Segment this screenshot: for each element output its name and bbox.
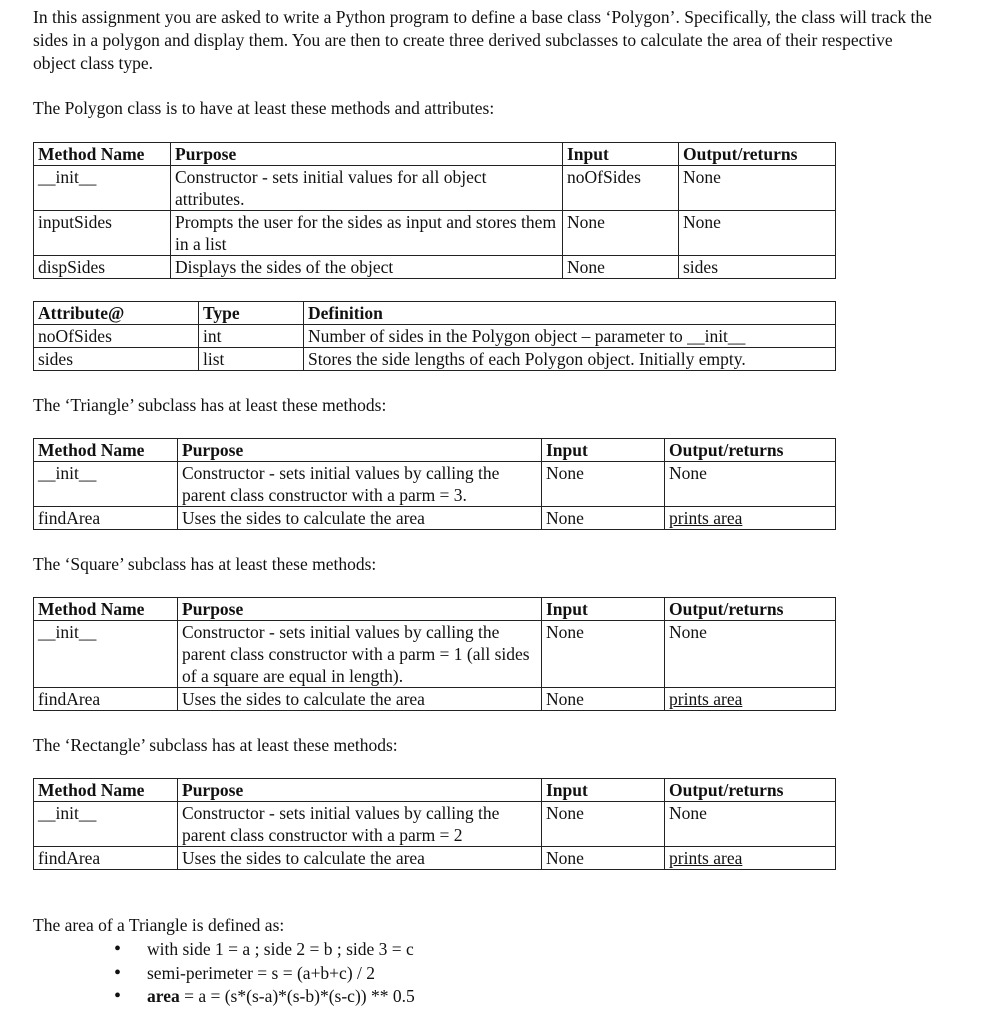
header-attribute: Attribute@ xyxy=(34,302,199,325)
header-output: Output/returns xyxy=(665,779,836,802)
output-cell: prints area xyxy=(665,688,836,711)
table-header-row xyxy=(34,302,836,325)
rectangle-methods-table xyxy=(33,778,836,870)
input-cell: None xyxy=(542,847,665,870)
header-purpose: Purpose xyxy=(178,439,542,462)
method-name-cell: findArea xyxy=(34,507,178,530)
table-header-row xyxy=(34,779,836,802)
output-cell: None xyxy=(679,166,836,211)
input-cell: None xyxy=(542,688,665,711)
table-row xyxy=(34,507,836,530)
table-row xyxy=(34,325,836,348)
header-input: Input xyxy=(542,598,665,621)
input-cell: noOfSides xyxy=(563,166,679,211)
table-row xyxy=(34,348,836,371)
table-row xyxy=(34,847,836,870)
table-row xyxy=(34,166,836,211)
header-input: Input xyxy=(542,439,665,462)
polygon-methods-table xyxy=(33,142,836,279)
header-method-name: Method Name xyxy=(34,779,178,802)
table-row xyxy=(34,256,836,279)
area-bullet-list xyxy=(110,938,415,1009)
purpose-cell: Constructor - sets initial values by calling the parent class constructor with a parm = 2 xyxy=(178,802,542,847)
table-header-row xyxy=(34,143,836,166)
header-input: Input xyxy=(542,779,665,802)
attribute-name-cell: sides xyxy=(34,348,199,371)
method-name-cell: findArea xyxy=(34,688,178,711)
triangle-heading: The ‘Triangle’ subclass has at least these methods: xyxy=(33,395,387,415)
method-name-cell: __init__ xyxy=(34,166,171,211)
square-heading: The ‘Square’ subclass has at least these methods: xyxy=(33,554,377,574)
header-type: Type xyxy=(199,302,304,325)
input-cell: None xyxy=(542,802,665,847)
method-name-cell: dispSides xyxy=(34,256,171,279)
purpose-cell: Displays the sides of the object xyxy=(171,256,563,279)
rectangle-heading: The ‘Rectangle’ subclass has at least these methods: xyxy=(33,735,398,755)
list-item: • semi-perimeter = s = (a+b+c) / 2 xyxy=(110,962,415,986)
header-input: Input xyxy=(563,143,679,166)
attribute-definition-cell: Stores the side lengths of each Polygon object. Initially empty. xyxy=(304,348,836,371)
header-method-name: Method Name xyxy=(34,439,178,462)
purpose-cell: Uses the sides to calculate the area xyxy=(178,507,542,530)
table-header-row xyxy=(34,598,836,621)
list-item: • with side 1 = a ; side 2 = b ; side 3 = c xyxy=(110,938,415,962)
purpose-cell: Uses the sides to calculate the area xyxy=(178,847,542,870)
output-cell: None xyxy=(679,211,836,256)
area-heading: The area of a Triangle is defined as: xyxy=(33,915,285,935)
output-cell: prints area xyxy=(665,847,836,870)
header-purpose: Purpose xyxy=(178,598,542,621)
output-cell: None xyxy=(665,621,836,688)
intro-paragraph: In this assignment you are asked to write a Python program to define a base class ‘Polygon’. Specifically, the class will track the sides in a polygon and display them. You are then to create three derived subclasses to calculate the area of their respective object class type. xyxy=(33,7,932,73)
output-cell: None xyxy=(665,802,836,847)
output-cell: sides xyxy=(679,256,836,279)
input-cell: None xyxy=(563,211,679,256)
list-item xyxy=(110,985,415,1009)
input-cell: None xyxy=(542,621,665,688)
attribute-type-cell: list xyxy=(199,348,304,371)
header-definition: Definition xyxy=(304,302,836,325)
polygon-attributes-table xyxy=(33,301,836,371)
method-name-cell: inputSides xyxy=(34,211,171,256)
input-cell: None xyxy=(542,507,665,530)
polygon-heading: The Polygon class is to have at least these methods and attributes: xyxy=(33,98,495,118)
purpose-cell: Constructor - sets initial values by calling the parent class constructor with a parm = 3. xyxy=(178,462,542,507)
table-row xyxy=(34,211,836,256)
header-output: Output/returns xyxy=(665,439,836,462)
triangle-methods-table xyxy=(33,438,836,530)
attribute-type-cell: int xyxy=(199,325,304,348)
area-formula-label: area xyxy=(147,986,180,1006)
method-name-cell: __init__ xyxy=(34,462,178,507)
header-method-name: Method Name xyxy=(34,598,178,621)
output-cell: prints area xyxy=(665,507,836,530)
purpose-cell: Uses the sides to calculate the area xyxy=(178,688,542,711)
method-name-cell: __init__ xyxy=(34,621,178,688)
purpose-cell: Constructor - sets initial values for all object attributes. xyxy=(171,166,563,211)
table-header-row xyxy=(34,439,836,462)
header-output: Output/returns xyxy=(665,598,836,621)
table-row xyxy=(34,802,836,847)
input-cell: None xyxy=(542,462,665,507)
area-formula-text: = a = (s*(s-a)*(s-b)*(s-c)) ** 0.5 xyxy=(179,986,415,1006)
output-cell: None xyxy=(665,462,836,507)
table-row xyxy=(34,462,836,507)
header-purpose: Purpose xyxy=(171,143,563,166)
attribute-definition-cell: Number of sides in the Polygon object – parameter to __init__ xyxy=(304,325,836,348)
method-name-cell: findArea xyxy=(34,847,178,870)
input-cell: None xyxy=(563,256,679,279)
header-output: Output/returns xyxy=(679,143,836,166)
attribute-name-cell: noOfSides xyxy=(34,325,199,348)
header-method-name: Method Name xyxy=(34,143,171,166)
purpose-cell: Prompts the user for the sides as input and stores them in a list xyxy=(171,211,563,256)
method-name-cell: __init__ xyxy=(34,802,178,847)
table-row xyxy=(34,621,836,688)
table-row xyxy=(34,688,836,711)
purpose-cell: Constructor - sets initial values by calling the parent class constructor with a parm = 1 (all sides of a square are equal in length). xyxy=(178,621,542,688)
square-methods-table xyxy=(33,597,836,711)
header-purpose: Purpose xyxy=(178,779,542,802)
